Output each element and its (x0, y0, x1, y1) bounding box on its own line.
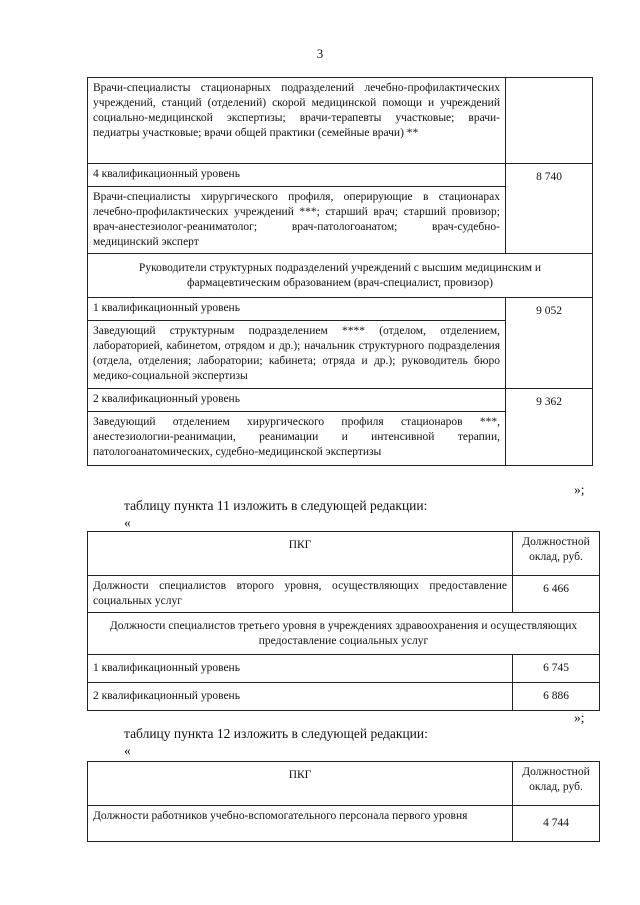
table1-level-1: 1 квалификационный уровень (88, 298, 506, 321)
table3-value-4744: 4 744 (513, 806, 600, 842)
closing-quote-2: »; (574, 710, 585, 725)
table2-header-salary: Должностной оклад, руб. (513, 532, 600, 576)
table2-value-6886: 6 886 (513, 683, 600, 711)
salary-table-social-services (87, 531, 600, 711)
opening-quote-2: « (124, 743, 131, 758)
table2-level-2: 2 квалификационный уровень (88, 683, 513, 711)
salary-table-educational-support (87, 761, 600, 842)
table1-group-header-heads: Руководители структурных подразделений учреждений с высшим медицинским и фармацевтическим образованием (врач-специалист, провизор) (88, 254, 593, 298)
table2-header-pkg: ПКГ (88, 532, 513, 576)
table2-cell-second-level: Должности специалистов второго уровня, осуществляющих предоставление социальных услуг (88, 576, 513, 613)
table1-level-2: 2 квалификационный уровень (88, 389, 506, 412)
table1-cell-physicians-general: Врачи-специалисты стационарных подразделений лечебно-профилактических учреждений, станций (отделений) скорой медицинской помощи и учреждений социально-медицинской экспертизы; врачи-терапевты участковые; врачи-педиатры участковые; врачи общей практики (семейные врачи) ** (88, 78, 506, 164)
closing-quote-1: »; (574, 482, 585, 497)
table1-cell-surgery-heads: Заведующий отделением хирургического профиля стационаров ***, анестезиологии-реанимации, реанимации и интенсивной терапии, патологоанатомических, судебно-медицинской экспертизы (88, 412, 506, 466)
table1-value-9362: 9 362 (506, 389, 593, 466)
table2-level-1: 1 квалификационный уровень (88, 655, 513, 683)
paragraph-item-11: таблицу пункта 11 изложить в следующей редакции: (124, 498, 428, 513)
table2-value-6466: 6 466 (513, 576, 600, 613)
table1-cell-dept-heads: Заведующий структурным подразделением **** (отделом, отделением, лабораторией, кабинетом, отрядом и др.); начальник структурного подразделения (отдела, отделения; лаборатории; кабинета; отряда и др.); руководитель бюро медико-социальной экспертизы (88, 321, 506, 389)
table1-cell-empty (506, 78, 593, 164)
opening-quote-1: « (124, 515, 131, 530)
table1-level-4: 4 квалификационный уровень (88, 164, 506, 187)
paragraph-item-12: таблицу пункта 12 изложить в следующей редакции: (124, 726, 428, 741)
table1-value-9052: 9 052 (506, 298, 593, 389)
table3-header-pkg: ПКГ (88, 762, 513, 806)
table1-value-8740: 8 740 (506, 164, 593, 254)
page-number: 3 (316, 46, 324, 61)
table3-header-salary: Должностной оклад, руб. (513, 762, 600, 806)
salary-table-physicians (87, 77, 593, 466)
table3-cell-first-level: Должности работников учебно-вспомогательного персонала первого уровня (88, 806, 513, 842)
table2-value-6745: 6 745 (513, 655, 600, 683)
table2-group-header-third-level: Должности специалистов третьего уровня в учреждениях здравоохранения и осуществляющих предоставление социальных услуг (88, 613, 600, 655)
table1-cell-surgeons: Врачи-специалисты хирургического профиля, оперирующие в стационарах лечебно-профилактических учреждений ***; старший врач; старший провизор; врач-анестезиолог-реаниматолог; врач-патологоанатом; врач-судебно-медицинский эксперт (88, 187, 506, 254)
